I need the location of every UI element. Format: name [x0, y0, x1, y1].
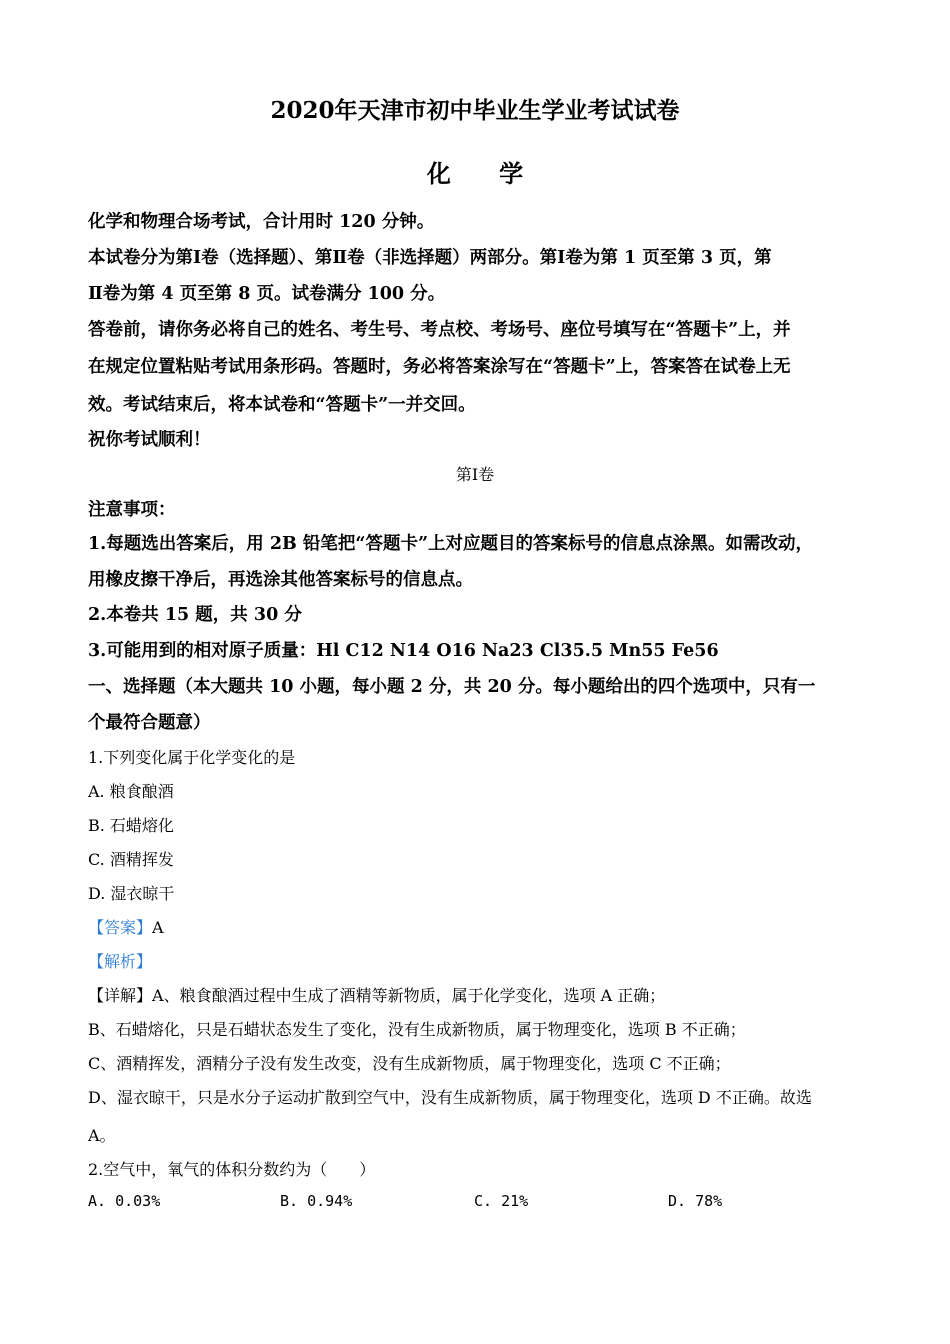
note-1a: 1.每题选出答案后，用 2B 铅笔把“答题卡”上对应题目的答案标号的信息点涂黑。如需改动，: [88, 534, 814, 554]
subject-title: 化 学: [426, 159, 544, 188]
intro-line-4: 答卷前，请你务必将自己的姓名、考生号、考点校、考场号、座位号填写在“答题卡”上，并: [88, 320, 791, 340]
q1-option-d: D. 湿衣晾干: [88, 884, 175, 903]
q1-answer: [88, 915, 164, 938]
q1-detail-1: [88, 983, 665, 1006]
analysis-tag: 【解析】: [88, 952, 153, 971]
q2-option-b: B. 0.94%: [280, 1192, 353, 1210]
intro-line-2: 本试卷分为第Ⅰ卷（选择题）、第Ⅱ卷（非选择题）两部分。第Ⅰ卷为第 1 页至第 3 页，第: [88, 248, 772, 268]
q1-detail-4: D、湿衣晾干，只是水分子运动扩散到空气中，没有生成新物质，属于物理变化，选项 D 不正确。故选: [88, 1088, 812, 1107]
note-1b: 用橡皮擦干净后，再选涂其他答案标号的信息点。: [88, 570, 473, 590]
part-1-heading-a: 一、选择题（本大题共 10 小题，每小题 2 分，共 20 分。每小题给出的四个选项中，只有一: [88, 677, 816, 697]
q2-option-c: C. 21%: [474, 1192, 529, 1210]
intro-line-5: 在规定位置粘贴考试用条形码。答题时，务必将答案涂写在“答题卡”上，答案答在试卷上无: [88, 357, 791, 377]
q2-option-a: A. 0.03%: [88, 1192, 161, 1210]
part-1-heading-b: 个最符合题意）: [88, 713, 211, 733]
intro-line-3: Ⅱ卷为第 4 页至第 8 页。试卷满分 100 分。: [88, 284, 446, 304]
q2-stem: 2.空气中，氧气的体积分数约为（ ）: [88, 1160, 376, 1179]
q1-option-a: A. 粮食酿酒: [88, 782, 174, 801]
note-2: 2.本卷共 15 题，共 30 分: [88, 605, 302, 625]
exam-title: 2020年天津市初中毕业生学业考试试卷: [270, 97, 680, 124]
q1-detail-3: C、酒精挥发，酒精分子没有发生改变，没有生成新物质，属于物理变化，选项 C 不正确；: [88, 1054, 731, 1073]
intro-line-1: 化学和物理合场考试，合计用时 120 分钟。: [88, 212, 435, 232]
q1-option-c: C. 酒精挥发: [88, 850, 174, 869]
intro-line-7: 祝你考试顺利！: [88, 430, 211, 450]
section-heading: 第Ⅰ卷: [455, 465, 495, 484]
q1-stem: 1.下列变化属于化学变化的是: [88, 748, 296, 767]
answer-value: A: [152, 918, 164, 937]
answer-tag: 【答案】: [88, 918, 153, 937]
note-3: 3.可能用到的相对原子质量：Hl C12 N14 O16 Na23 Cl35.5 Mn55 Fe56: [88, 641, 719, 661]
detail-tag: 【详解】: [88, 986, 153, 1005]
detail-text-1: A、粮食酿酒过程中生成了酒精等新物质，属于化学变化，选项 A 正确；: [152, 986, 666, 1005]
notes-title: 注意事项：: [88, 500, 176, 520]
q1-option-b: B. 石蜡熔化: [88, 816, 174, 835]
q1-detail-5: A。: [88, 1126, 116, 1145]
intro-line-6: 效。考试结束后，将本试卷和“答题卡”一并交回。: [88, 395, 476, 415]
q2-option-d: D. 78%: [668, 1192, 723, 1210]
q1-detail-2: B、石蜡熔化，只是石蜡状态发生了变化，没有生成新物质，属于物理变化，选项 B 不正确；: [88, 1020, 746, 1039]
